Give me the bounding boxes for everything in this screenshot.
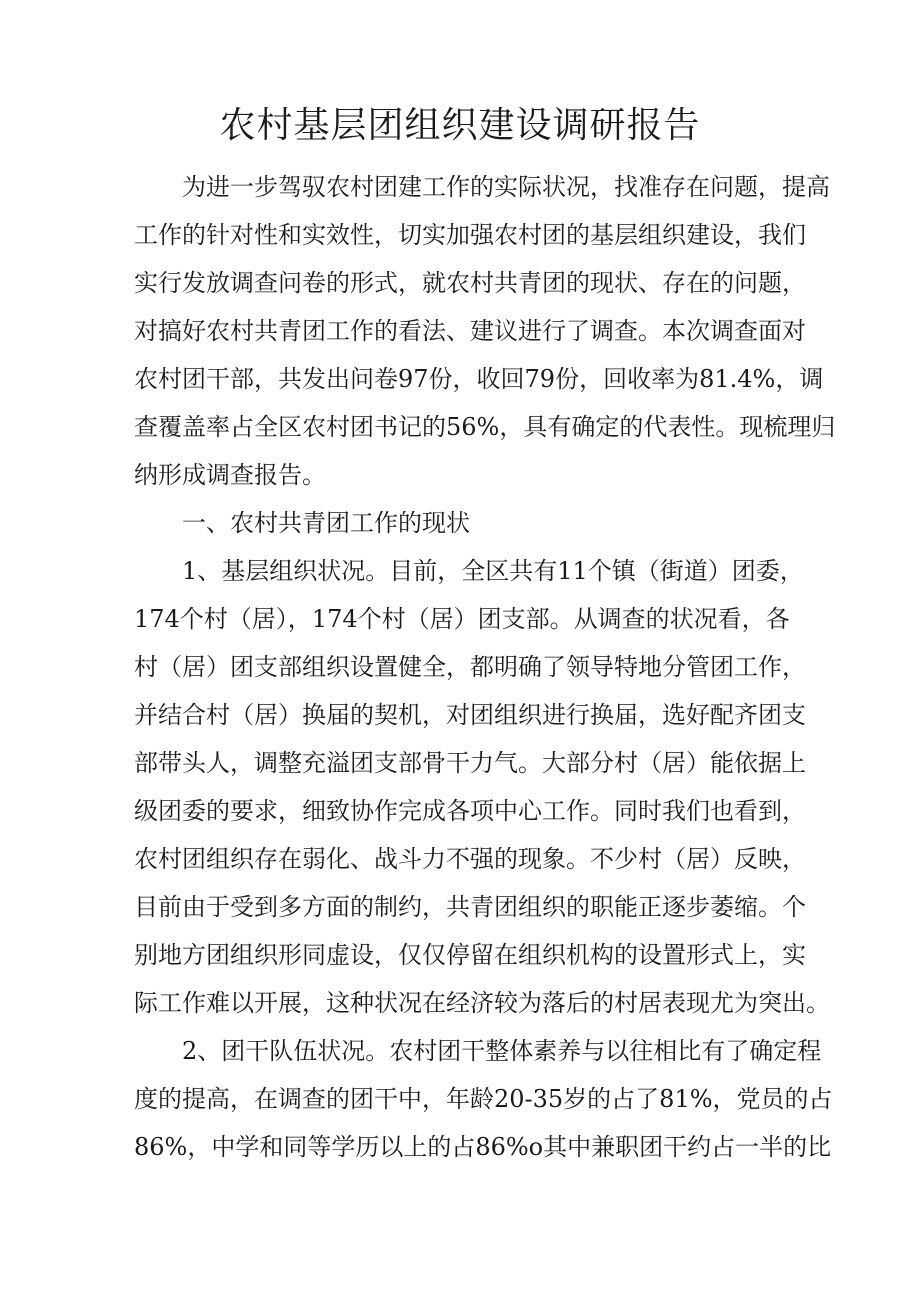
paragraph-line: 级团委的要求，细致协作完成各项中心工作。同时我们也看到， [134, 797, 806, 825]
paragraph-line: 际工作难以开展，这种状况在经济较为落后的村居表现尤为突出。 [134, 989, 830, 1017]
paragraph-line: 农村团干部，共发出问卷97份，收回79份，回收率为81.4%，调 [134, 365, 824, 393]
paragraph-line: 2、团干队伍状况。农村团干整体素养与以往相比有了确定程 [182, 1037, 822, 1065]
paragraph-line: 别地方团组织形同虚设，仅仅停留在组织机构的设置形式上，实 [134, 941, 806, 969]
paragraph-line: 农村团组织存在弱化、战斗力不强的现象。不少村（居）反映， [134, 845, 806, 873]
paragraph-line: 实行发放调查问卷的形式，就农村共青团的现状、存在的问题， [134, 269, 806, 297]
paragraph-line: 度的提高，在调查的团干中，年龄20-35岁的占了81%，党员的占 [134, 1085, 833, 1113]
paragraph-line: 174个村（居），174个村（居）团支部。从调查的状况看，各 [134, 605, 790, 633]
paragraph-line: 并结合村（居）换届的契机，对团组织进行换届，选好配齐团支 [134, 701, 806, 729]
paragraph-line: 1、基层组织状况。目前，全区共有11个镇（街道）团委， [182, 557, 804, 585]
paragraph-line: 目前由于受到多方面的制约，共青团组织的职能正逐步萎缩。个 [134, 893, 806, 921]
paragraph-line: 对搞好农村共青团工作的看法、建议进行了调查。本次调查面对 [134, 317, 806, 345]
paragraph-line: 纳形成调查报告。 [134, 461, 326, 489]
paragraph-line: 查覆盖率占全区农村团书记的56%，具有确定的代表性。现梳理归 [134, 413, 836, 441]
paragraph-line: 为进一步驾驭农村团建工作的实际状况，找准存在问题，提高 [182, 173, 830, 201]
paragraph-line: 部带头人，调整充溢团支部骨干力气。大部分村（居）能依据上 [134, 749, 806, 777]
section-heading: 一、农村共青团工作的现状 [182, 509, 470, 537]
paragraph-line: 86%，中学和同等学历以上的占86%o其中兼职团干约占一半的比 [134, 1133, 832, 1161]
document-title: 农村基层团组织建设调研报告 [219, 105, 701, 146]
paragraph-line: 村（居）团支部组织设置健全，都明确了领导特地分管团工作， [134, 653, 806, 681]
paragraph-line: 工作的针对性和实效性，切实加强农村团的基层组织建设，我们 [134, 221, 806, 249]
document-body [134, 163, 836, 1171]
